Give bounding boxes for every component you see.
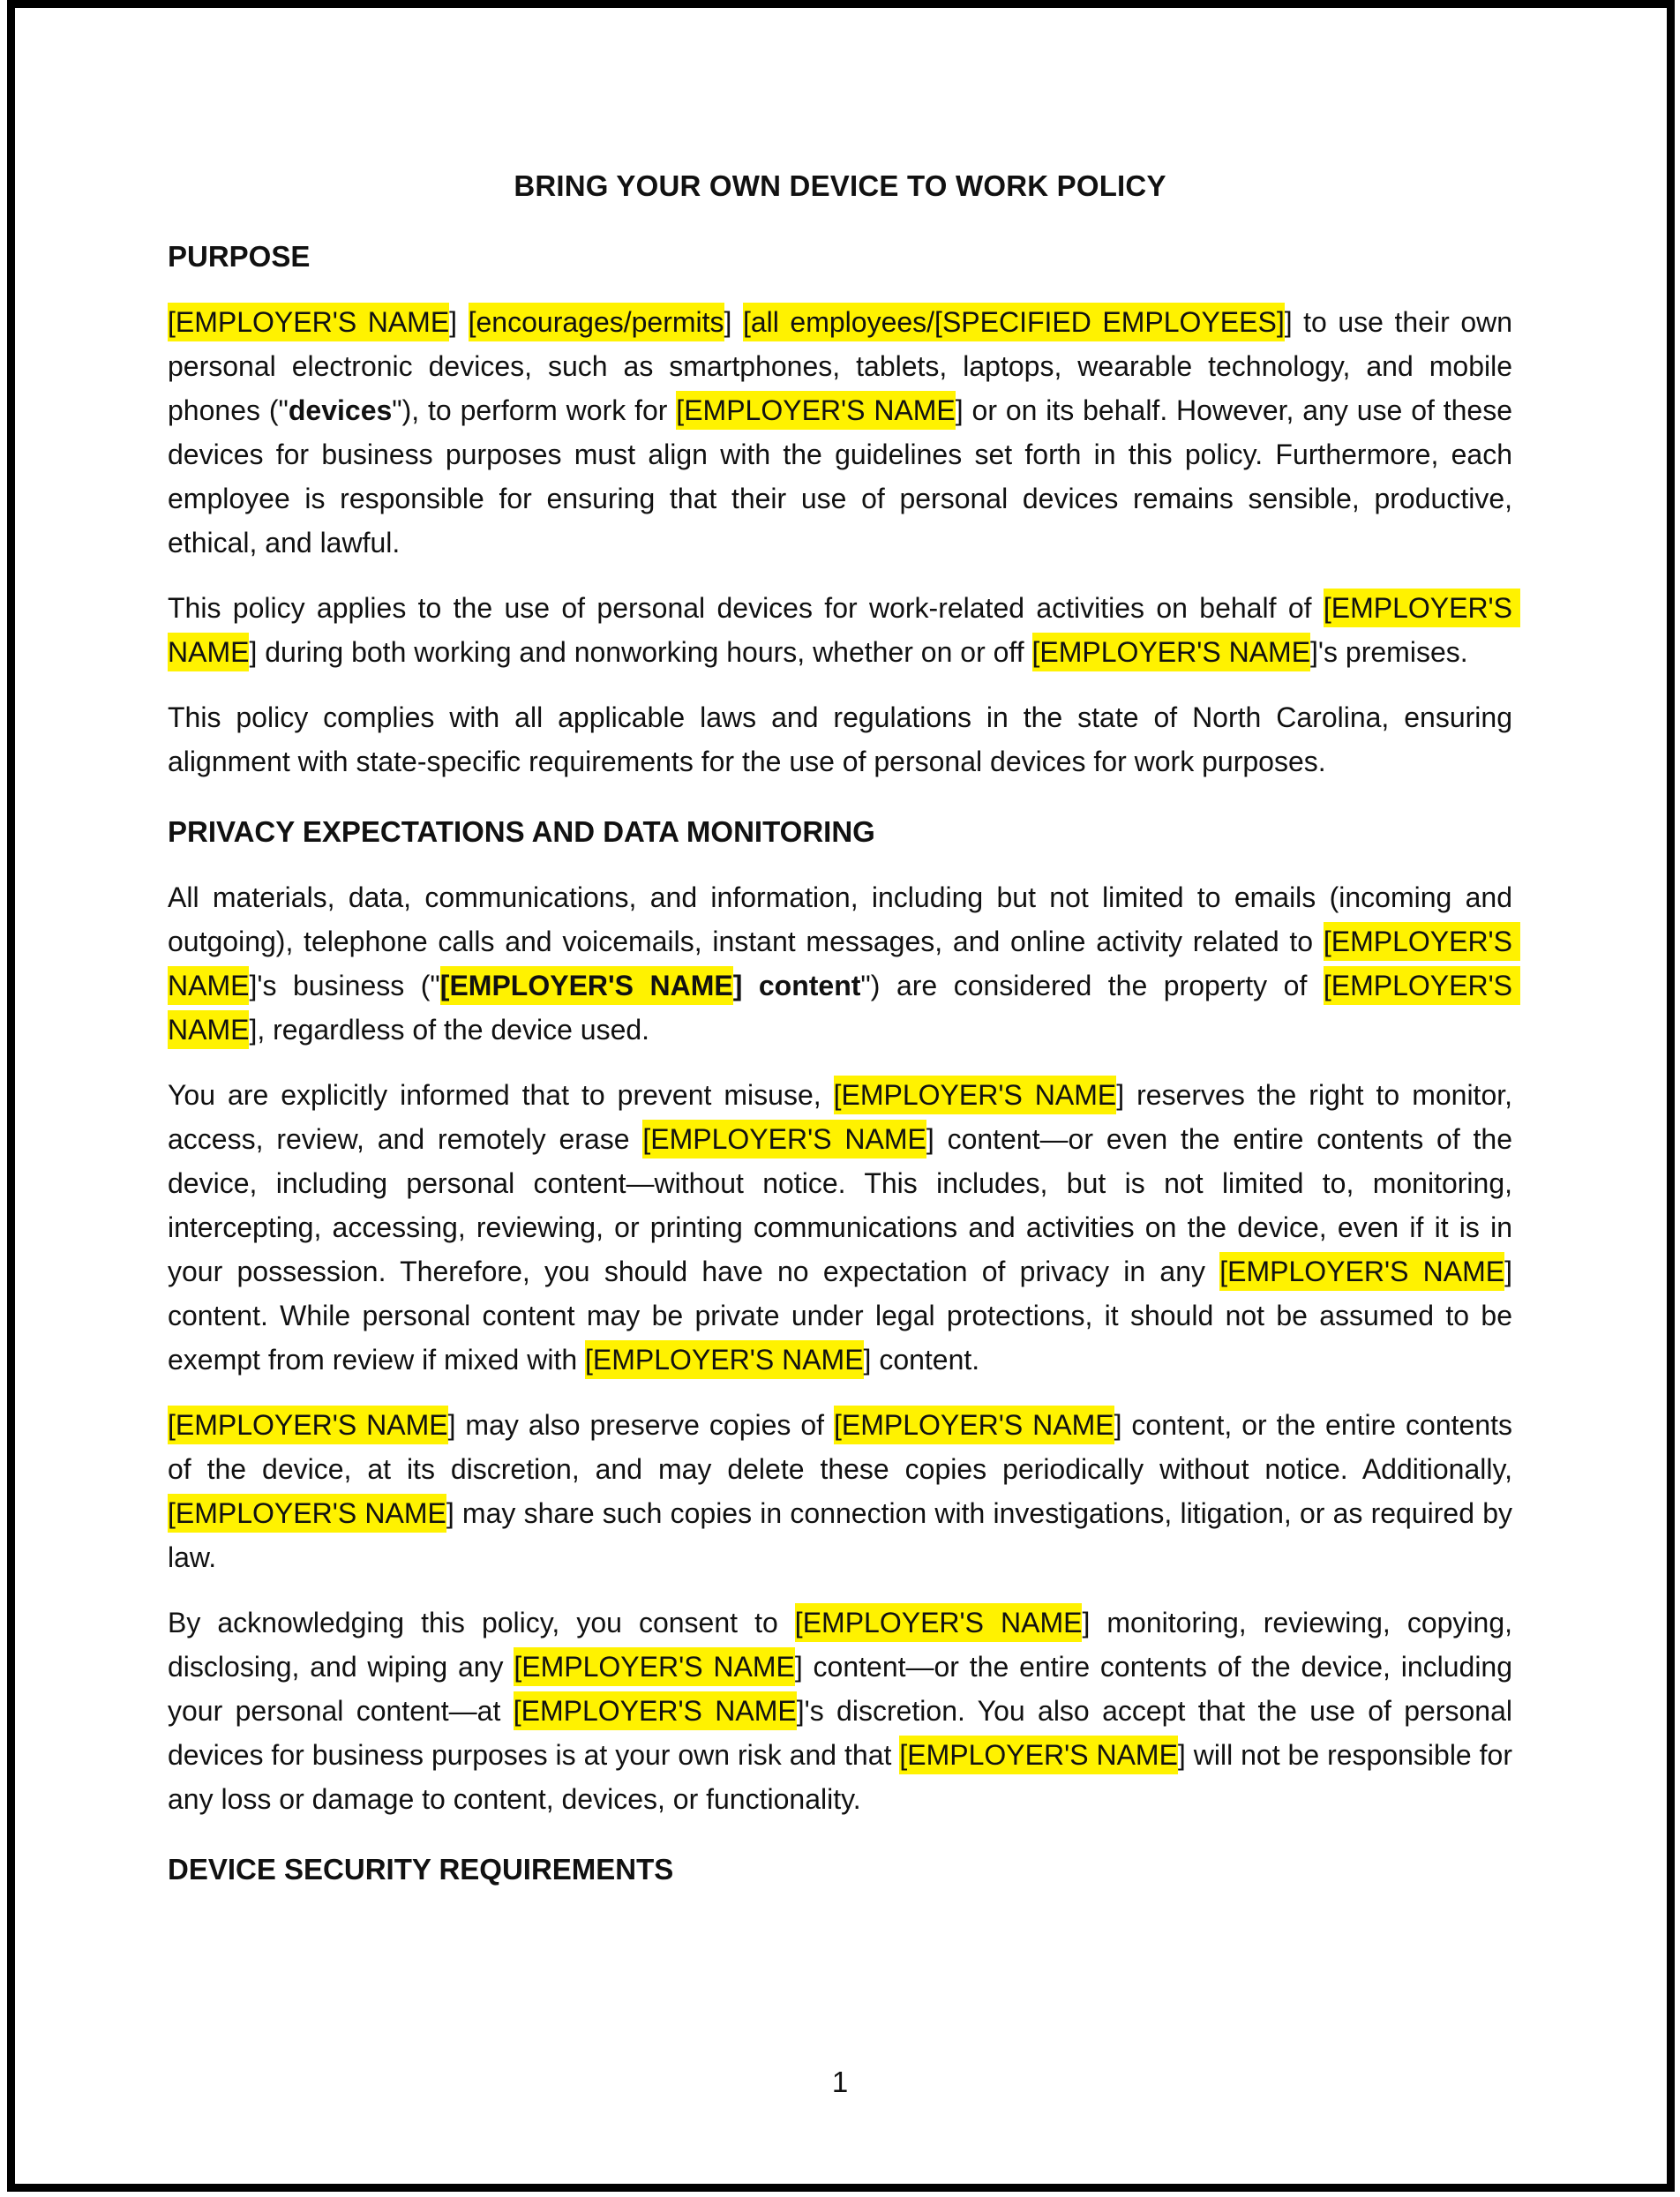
policy-paragraph — [168, 1073, 1520, 1382]
text-run: ] content—or even the entire contents of the device, including personal content—without notice. This includes, but is not limited to, monitoring, intercepting, accessing, reviewing, or printing communications and activities on the device, even if it is in your possession. Therefore, you should have no expectation of privacy in any — [168, 1123, 1520, 1287]
text-run: ] may share such copies in connection with investigations, litigation, or as required by law. — [168, 1497, 1520, 1573]
text-run: ] to use their own personal electronic devices, such as smartphones, tablets, laptops, wearable technology, and mobile phones (" — [168, 306, 1520, 426]
highlighted-placeholder: [EMPLOYER'S NAME — [795, 1603, 1083, 1642]
text-run: ]'s business (" — [249, 970, 440, 1001]
text-run: ] may also preserve copies of — [447, 1409, 834, 1441]
text-run: ] content—or the entire contents of the device, including your personal content—at — [168, 1651, 1520, 1727]
document-title: BRING YOUR OWN DEVICE TO WORK POLICY — [514, 169, 1166, 202]
highlighted-placeholder: [EMPLOYER'S NAME — [168, 303, 449, 341]
text-run: ] content. While personal content may be private under legal protections, it should not be assumed to be exempt from review if mixed with — [168, 1256, 1520, 1376]
highlighted-placeholder: [EMPLOYER'S NAME — [514, 1647, 794, 1686]
highlighted-placeholder: [EMPLOYER'S NAME — [168, 1494, 446, 1533]
text-run: ] will not be responsible for any loss or damage to content, devices, or functionality. — [168, 1739, 1520, 1815]
text-run: ]'s discretion. You also accept that the use of personal devices for business purposes is at your own risk and that — [168, 1695, 1520, 1771]
policy-paragraph — [168, 695, 1520, 784]
highlighted-placeholder: [EMPLOYER'S NAME — [1219, 1252, 1504, 1291]
text-run: All materials, data, communications, and information, including but not limited to emails (incoming and outgoing), telephone calls and voicemails, instant messages, and online activity related to — [168, 881, 1520, 957]
section-heading: PRIVACY EXPECTATIONS AND DATA MONITORING — [168, 815, 875, 848]
section-heading: DEVICE SECURITY REQUIREMENTS — [168, 1853, 674, 1886]
policy-paragraph — [168, 875, 1520, 1052]
highlighted-placeholder: [EMPLOYER'S NAME — [899, 1736, 1178, 1774]
text-run: ] — [724, 306, 743, 338]
text-run: By acknowledging this policy, you consent to — [168, 1607, 795, 1638]
text-run: ] or on its behalf. However, any use of these devices for business purposes must align with the guidelines set forth in this policy. Furthermore, each employee is responsible for ensuring that their use of personal devices remains sensible, productive, ethical, and lawful. — [168, 394, 1520, 559]
text-run: ] content. — [863, 1344, 980, 1376]
highlighted-placeholder: [all employees/[SPECIFIED EMPLOYEES] — [743, 303, 1285, 341]
text-run: ] content, or the entire contents of the device, at its discretion, and may delete these copies periodically without notice. Additionally, — [168, 1409, 1520, 1485]
text-run: ] — [449, 306, 469, 338]
text-run: ") are considered the property of — [860, 970, 1324, 1001]
highlighted-placeholder: [EMPLOYER'S NAME — [1032, 633, 1311, 671]
highlighted-placeholder: [EMPLOYER'S NAME — [168, 966, 1520, 1049]
highlighted-placeholder: [EMPLOYER'S NAME — [440, 966, 733, 1005]
text-run: ]'s premises. — [1310, 636, 1468, 668]
text-run: This policy applies to the use of personal devices for work-related activities on behalf of — [168, 592, 1324, 624]
document-content — [168, 164, 1520, 1913]
highlighted-placeholder: [EMPLOYER'S NAME — [834, 1076, 1117, 1114]
highlighted-placeholder: [EMPLOYER'S NAME — [168, 922, 1520, 1005]
highlighted-placeholder: [EMPLOYER'S NAME — [168, 1406, 448, 1444]
highlighted-placeholder: [EMPLOYER'S NAME — [168, 589, 1520, 671]
text-run: You are explicitly informed that to prevent misuse, — [168, 1079, 834, 1111]
highlighted-placeholder: [encourages/permits — [469, 303, 724, 341]
highlighted-placeholder: [EMPLOYER'S NAME — [514, 1691, 797, 1730]
text-run: ] during both working and nonworking hours, whether on or off — [249, 636, 1032, 668]
text-run: devices — [288, 394, 393, 426]
highlighted-placeholder: [EMPLOYER'S NAME — [676, 391, 955, 430]
policy-paragraph — [168, 1601, 1520, 1821]
text-run: ], regardless of the device used. — [249, 1014, 650, 1046]
document-body — [168, 235, 1520, 1892]
highlighted-placeholder: [EMPLOYER'S NAME — [834, 1406, 1114, 1444]
text-run: "), to perform work for — [392, 394, 677, 426]
highlighted-placeholder: [EMPLOYER'S NAME — [642, 1120, 926, 1158]
section-heading: PURPOSE — [168, 240, 311, 273]
text-run: ] content — [732, 970, 861, 1001]
text-run: ] monitoring, reviewing, copying, disclosing, and wiping any — [168, 1607, 1520, 1683]
text-run: ] reserves the right to monitor, access, review, and remotely erase — [168, 1079, 1520, 1155]
policy-paragraph — [168, 1403, 1520, 1579]
policy-paragraph — [168, 586, 1520, 674]
policy-paragraph — [168, 300, 1520, 565]
text-run: This policy complies with all applicable laws and regulations in the state of North Carolina, ensuring alignment with state-specific requirements for the use of personal devices for work purposes. — [168, 701, 1520, 777]
highlighted-placeholder: [EMPLOYER'S NAME — [585, 1340, 864, 1379]
page-number: 1 — [831, 2066, 849, 2098]
